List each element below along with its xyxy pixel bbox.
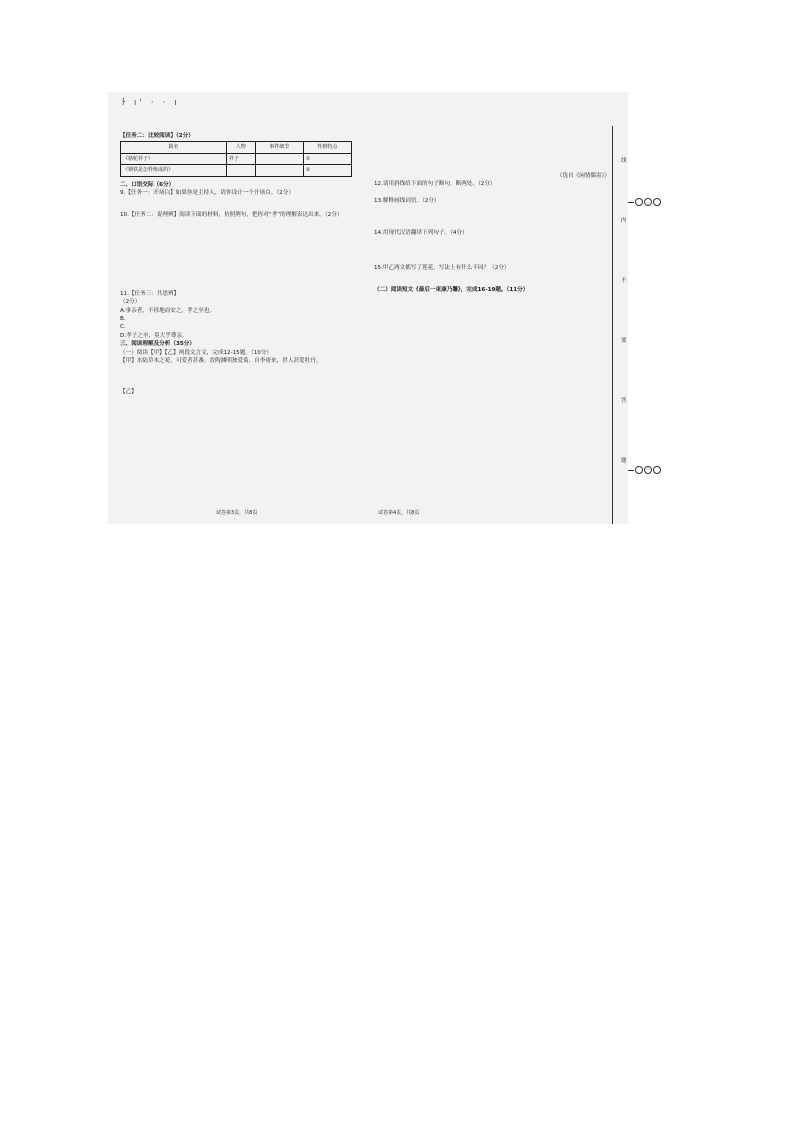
option-b: B. — [120, 316, 126, 323]
table-cell: 《骆驼祥子》 — [121, 153, 227, 164]
page-footer-right: 试卷第4页，共8页 — [378, 510, 420, 516]
scanned-exam-sheet — [108, 92, 628, 524]
passage-source: （选自《闲情偶寄》） — [556, 173, 610, 179]
table-header: 性格特点 — [303, 142, 351, 153]
section-2-heading: 二、口语交际（6分） — [120, 181, 175, 188]
section-3-heading: 三、阅读理解及分析（35分） — [120, 341, 195, 348]
right-column — [374, 132, 610, 294]
option-d: D.孝子之至，莫大乎尊亲。 — [120, 332, 188, 339]
table-header: 事件细节 — [255, 142, 303, 153]
passage-yi: 【乙】 — [120, 388, 137, 395]
option-c: C. — [120, 324, 126, 331]
table-cell — [226, 165, 255, 176]
table-header-row — [121, 142, 352, 153]
table-cell: 《钢铁是怎样炼成的》 — [121, 165, 227, 176]
question-9: 9.【任务一：开场白】如果你是主持人，请你设计一个开场白。（2分） — [120, 190, 294, 197]
table-header: 人物 — [226, 142, 255, 153]
question-14: 14.用现代汉语翻译下列句子。（4分） — [374, 230, 468, 237]
page-footer-left: 试卷第3页，共8页 — [216, 510, 258, 516]
binding-margin — [612, 126, 631, 524]
binding-char: 线 — [621, 158, 627, 164]
table-header: 篇名 — [121, 142, 227, 153]
reading-2-instructions: （二）阅读短文《最后一束康乃馨》，完成16-19题。（11分） — [374, 287, 529, 294]
table-row — [121, 153, 352, 164]
table-cell: ② — [303, 165, 351, 176]
question-10: 10.【任务二：说理辨】阅读下面的材料，仿照例句，把你对“孝”的理解表达出来。（2分） — [120, 212, 343, 219]
question-12: 12.请用斜线给下面的句子断句，断两处。（2分） — [374, 181, 496, 188]
table-cell: ① — [303, 153, 351, 164]
reading-1-instructions: （一）阅读【甲】【乙】两段文言文，完成12-15题。（10分） — [120, 349, 273, 356]
binding-char: 答 — [621, 398, 627, 404]
binding-char: 内 — [621, 218, 627, 224]
task2-heading: 【任务二：比较阅读】（2分） — [120, 133, 194, 139]
binding-char: 题 — [621, 458, 627, 464]
comparison-table — [120, 141, 352, 176]
question-13: 13.解释画线词语。（2分） — [374, 197, 440, 204]
binding-holes-top — [628, 198, 661, 206]
option-a: A.事亲者，不择地而安之，孝之至也。 — [120, 307, 216, 314]
table-cell: 祥子 — [226, 153, 255, 164]
table-cell — [255, 165, 303, 176]
left-column — [120, 132, 360, 396]
table-row — [121, 165, 352, 176]
binding-holes-bottom — [628, 466, 661, 474]
table-cell — [255, 153, 303, 164]
passage-jia: 【甲】水陆草木之花，可爱者甚蕃。晋陶渊明独爱菊。自李唐来，世人甚爱牡丹。 — [120, 358, 322, 365]
question-11: 11.【任务三：共思辨】 — [120, 290, 180, 297]
margin-scribble: ŀ ı' · · ı — [122, 98, 180, 108]
question-15: 15.甲乙两文都写了莲花，写法上有什么不同？（2分） — [374, 264, 510, 271]
binding-char: 不 — [621, 278, 627, 284]
binding-char: 要 — [621, 338, 627, 344]
question-11-points: （2分） — [120, 299, 141, 306]
